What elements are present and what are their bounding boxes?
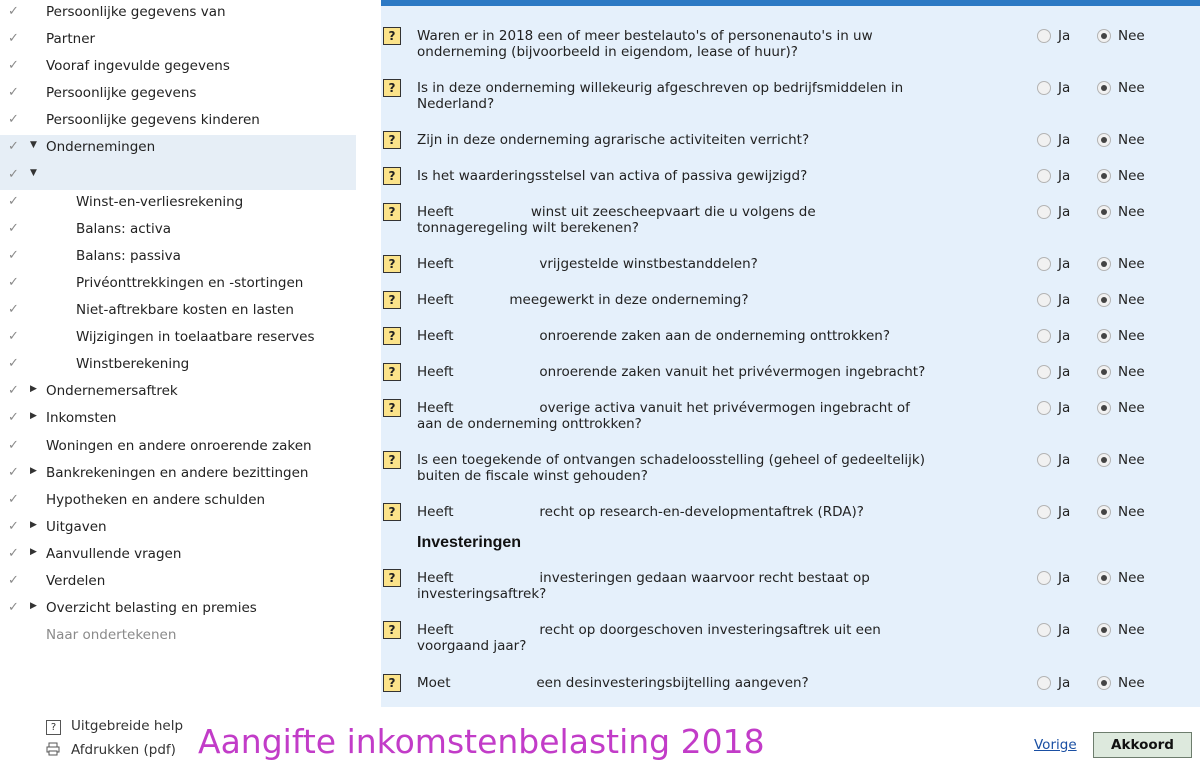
checkmark-icon: ✓ [8, 410, 19, 426]
question-help-icon[interactable]: ? [383, 674, 401, 692]
checkmark-icon: ✓ [8, 4, 19, 19]
question-text-line: Heeft winst uit zeescheepvaart die u volgens de [417, 204, 816, 220]
question-text-line: voorgaand jaar? [417, 638, 527, 654]
question-help-icon[interactable]: ? [383, 27, 401, 45]
radio-ja[interactable] [1037, 29, 1051, 43]
sidebar-item-label: Persoonlijke gegevens van [46, 4, 226, 20]
sidebar-nav [0, 0, 356, 650]
question-text-line: Is in deze onderneming willekeurig afgeschreven op bedrijfsmiddelen in [417, 80, 904, 96]
radio-ja-label[interactable]: Ja [1058, 622, 1071, 638]
question-text [417, 364, 977, 380]
checkmark-icon: ✓ [8, 383, 19, 399]
caret-down-icon[interactable]: ▼ [30, 140, 37, 151]
checkmark-icon: ✓ [8, 545, 19, 561]
question-text [417, 570, 977, 602]
watermark-title: Aangifte inkomstenbelasting 2018 [198, 722, 765, 761]
sidebar-item[interactable] [0, 352, 356, 379]
radio-ja-label[interactable]: Ja [1058, 364, 1071, 380]
caret-right-icon[interactable]: ▶ [30, 384, 37, 395]
caret-right-icon[interactable]: ▶ [30, 519, 37, 530]
question-text-line: Zijn in deze onderneming agrarische activiteiten verricht? [417, 132, 810, 148]
question-text [417, 675, 977, 691]
checkmark-icon: ✓ [8, 274, 19, 290]
sidebar-item[interactable] [0, 54, 356, 81]
question-text [417, 168, 977, 184]
checkmark-icon: ✓ [8, 166, 19, 182]
caret-down-icon[interactable]: ▼ [30, 167, 37, 178]
question-help-icon[interactable]: ? [383, 399, 401, 417]
question-help-icon[interactable]: ? [383, 255, 401, 273]
radio-nee-label[interactable]: Nee [1118, 400, 1145, 416]
sidebar-item[interactable] [0, 190, 356, 217]
question-text-line: Is een toegekende of ontvangen schadeloosstelling (geheel of gedeeltelijk) [417, 452, 925, 468]
sidebar-item-label: Ondernemingen [46, 139, 156, 156]
radio-ja[interactable] [1037, 505, 1051, 519]
radio-nee-label[interactable]: Nee [1118, 168, 1145, 184]
caret-right-icon[interactable]: ▶ [30, 546, 37, 557]
question-text-line: Heeft vrijgestelde winstbestanddelen? [417, 256, 758, 272]
radio-ja-label[interactable]: Ja [1058, 328, 1071, 344]
question-help-icon[interactable]: ? [383, 451, 401, 469]
sidebar-item-label: Persoonlijke gegevens [46, 85, 197, 102]
question-text-line: Is het waarderingsstelsel van activa of passiva gewijzigd? [417, 168, 808, 184]
question-text [417, 452, 977, 484]
sidebar-item-label: Privéonttrekkingen en -stortingen [76, 274, 304, 291]
radio-nee[interactable] [1097, 205, 1111, 219]
sidebar-item-label: Wijzigingen in toelaatbare reserves [76, 329, 315, 346]
sidebar-item[interactable] [0, 27, 356, 54]
radio-nee[interactable] [1097, 169, 1111, 183]
question-help-icon[interactable]: ? [383, 167, 401, 185]
radio-ja[interactable] [1037, 676, 1051, 690]
radio-ja[interactable] [1037, 571, 1051, 585]
sidebar-item[interactable] [0, 244, 356, 271]
question-text-line: Heeft meegewerkt in deze onderneming? [417, 292, 749, 308]
question-text-line: Moet een desinvesteringsbijtelling aangeven? [417, 675, 809, 691]
question-text [417, 256, 977, 272]
question-help-icon[interactable]: ? [383, 131, 401, 149]
question-text-line: Waren er in 2018 een of meer bestelauto's of personenauto's in uw [417, 28, 873, 44]
question-text-line: onderneming (bijvoorbeeld in eigendom, lease of huur)? [417, 44, 798, 60]
sidebar-item-label: Naar ondertekenen [46, 627, 177, 644]
sidebar-item-label: Winst-en-verliesrekening [76, 193, 244, 210]
question-text-line: Nederland? [417, 96, 495, 112]
radio-ja[interactable] [1037, 401, 1051, 415]
sidebar-item-label: Bankrekeningen en andere bezittingen [46, 464, 309, 481]
question-text-line: investeringsaftrek? [417, 586, 547, 602]
radio-nee[interactable] [1097, 293, 1111, 307]
checkmark-icon: ✓ [8, 193, 19, 209]
radio-ja[interactable] [1037, 365, 1051, 379]
question-help-icon[interactable]: ? [383, 569, 401, 587]
radio-nee-label[interactable]: Nee [1118, 622, 1145, 638]
radio-ja-label[interactable]: Ja [1058, 204, 1071, 220]
question-text-line: Heeft onroerende zaken vanuit het privévermogen ingebracht? [417, 364, 926, 380]
radio-ja-label[interactable]: Ja [1058, 256, 1071, 272]
sidebar-item[interactable] [0, 81, 356, 108]
sidebar-item[interactable] [0, 271, 356, 298]
question-text-line: Heeft recht op doorgeschoven investeringsaftrek uit een [417, 622, 881, 638]
sidebar-item[interactable] [0, 488, 356, 515]
checkmark-icon: ✓ [8, 518, 19, 534]
help-link-label: Uitgebreide help [71, 718, 184, 734]
print-link-label: Afdrukken (pdf) [71, 742, 176, 758]
checkmark-icon: ✓ [8, 437, 19, 453]
section-heading-investeringen: Investeringen [417, 534, 522, 551]
caret-right-icon[interactable]: ▶ [30, 411, 37, 422]
sidebar-item[interactable] [0, 596, 356, 623]
help-question-icon: ? [46, 718, 61, 735]
radio-ja[interactable] [1037, 133, 1051, 147]
radio-nee[interactable] [1097, 401, 1111, 415]
question-text-line: Heeft recht op research-en-developmentaftrek (RDA)? [417, 504, 864, 520]
radio-nee-label[interactable]: Nee [1118, 132, 1145, 148]
checkmark-icon: ✓ [8, 58, 19, 74]
question-help-icon[interactable]: ? [383, 503, 401, 521]
sidebar-item-label: Persoonlijke gegevens kinderen [46, 112, 260, 129]
radio-ja-label[interactable]: Ja [1058, 504, 1071, 520]
radio-nee[interactable] [1097, 29, 1111, 43]
checkmark-icon: ✓ [8, 302, 19, 318]
sidebar-item-label: Winstberekening [76, 356, 190, 373]
radio-nee-label[interactable]: Nee [1118, 28, 1145, 44]
radio-ja-label[interactable]: Ja [1058, 132, 1071, 148]
radio-nee[interactable] [1097, 257, 1111, 271]
question-help-icon[interactable]: ? [383, 327, 401, 345]
radio-nee-label[interactable]: Nee [1118, 364, 1145, 380]
question-text [417, 328, 977, 344]
sidebar-item[interactable] [0, 379, 356, 406]
sidebar-item-label: Uitgaven [46, 518, 107, 535]
help-links [46, 716, 184, 764]
question-text-line: tonnageregeling wilt berekenen? [417, 220, 639, 236]
question-text [417, 400, 977, 432]
question-text [417, 132, 977, 148]
sidebar-item[interactable] [0, 217, 356, 244]
vorige-link[interactable]: Vorige [1034, 737, 1077, 753]
question-text [417, 504, 977, 520]
radio-ja[interactable] [1037, 293, 1051, 307]
radio-ja[interactable] [1037, 453, 1051, 467]
radio-nee-label[interactable]: Nee [1118, 80, 1145, 96]
question-panel [381, 0, 1200, 707]
sidebar-item-label: Inkomsten [46, 410, 117, 427]
sidebar-item[interactable] [0, 515, 356, 542]
radio-nee-label[interactable]: Nee [1118, 204, 1145, 220]
question-text [417, 292, 977, 308]
radio-ja-label[interactable]: Ja [1058, 675, 1071, 691]
checkmark-icon: ✓ [8, 85, 19, 101]
checkmark-icon: ✓ [8, 247, 19, 263]
radio-nee-label[interactable]: Nee [1118, 292, 1145, 308]
checkmark-icon: ✓ [8, 139, 19, 155]
sidebar-item-label: Woningen en andere onroerende zaken [46, 437, 312, 454]
sidebar-item-label: Overzicht belasting en premies [46, 600, 257, 617]
checkmark-icon: ✓ [8, 356, 19, 372]
sidebar-item[interactable] [0, 135, 356, 162]
radio-nee[interactable] [1097, 676, 1111, 690]
sidebar-item[interactable] [0, 0, 356, 27]
radio-nee-label[interactable]: Nee [1118, 328, 1145, 344]
radio-ja-label[interactable]: Ja [1058, 80, 1071, 96]
question-text-line: Heeft investeringen gedaan waarvoor recht bestaat op [417, 570, 870, 586]
checkmark-icon: ✓ [8, 329, 19, 345]
radio-ja-label[interactable]: Ja [1058, 28, 1071, 44]
radio-ja-label[interactable]: Ja [1058, 168, 1071, 184]
radio-ja[interactable] [1037, 257, 1051, 271]
question-text-line: aan de onderneming onttrokken? [417, 416, 642, 432]
question-text [417, 28, 977, 60]
radio-ja[interactable] [1037, 81, 1051, 95]
question-help-icon[interactable]: ? [383, 291, 401, 309]
sidebar-item[interactable] [0, 542, 356, 569]
radio-ja[interactable] [1037, 169, 1051, 183]
caret-right-icon[interactable]: ▶ [30, 601, 37, 612]
sidebar-item[interactable] [0, 461, 356, 488]
question-text [417, 80, 977, 112]
sidebar-item-label: Vooraf ingevulde gegevens [46, 58, 230, 75]
radio-nee[interactable] [1097, 571, 1111, 585]
radio-nee-label[interactable]: Nee [1118, 504, 1145, 520]
sidebar-item[interactable] [0, 434, 356, 461]
sidebar-item-label: Partner [46, 31, 96, 48]
sidebar-item-label: Verdelen [46, 572, 106, 589]
radio-ja-label[interactable]: Ja [1058, 292, 1071, 308]
sidebar-item-label: Niet-aftrekbare kosten en lasten [76, 302, 294, 319]
radio-nee-label[interactable]: Nee [1118, 256, 1145, 272]
checkmark-icon: ✓ [8, 464, 19, 480]
sidebar-item-label: Aanvullende vragen [46, 545, 182, 562]
radio-ja-label[interactable]: Ja [1058, 400, 1071, 416]
sidebar-item[interactable] [0, 163, 356, 190]
radio-nee[interactable] [1097, 329, 1111, 343]
sidebar-item[interactable] [0, 325, 356, 352]
printer-icon [46, 742, 60, 760]
sidebar-item[interactable] [0, 298, 356, 325]
help-link[interactable] [46, 716, 184, 740]
radio-nee[interactable] [1097, 81, 1111, 95]
print-link[interactable] [46, 740, 176, 764]
question-text-line: Heeft overige activa vanuit het privévermogen ingebracht of [417, 400, 910, 416]
question-text [417, 622, 977, 654]
radio-ja[interactable] [1037, 329, 1051, 343]
radio-nee[interactable] [1097, 623, 1111, 637]
question-help-icon[interactable]: ? [383, 363, 401, 381]
panel-top-bar [381, 0, 1200, 6]
question-help-icon[interactable]: ? [383, 621, 401, 639]
radio-nee-label[interactable]: Nee [1118, 570, 1145, 586]
question-help-icon[interactable]: ? [383, 79, 401, 97]
question-text [417, 204, 977, 236]
checkmark-icon: ✓ [8, 112, 19, 128]
radio-ja[interactable] [1037, 205, 1051, 219]
question-text-line: Heeft onroerende zaken aan de onderneming onttrokken? [417, 328, 891, 344]
radio-nee[interactable] [1097, 505, 1111, 519]
radio-nee-label[interactable]: Nee [1118, 452, 1145, 468]
sidebar-item-label: Balans: activa [76, 220, 171, 237]
radio-ja-label[interactable]: Ja [1058, 570, 1071, 586]
checkmark-icon: ✓ [8, 220, 19, 236]
radio-ja[interactable] [1037, 623, 1051, 637]
checkmark-icon: ✓ [8, 600, 19, 616]
radio-nee[interactable] [1097, 453, 1111, 467]
radio-nee[interactable] [1097, 133, 1111, 147]
sidebar-item[interactable] [0, 406, 356, 433]
checkmark-icon: ✓ [8, 31, 19, 47]
sidebar-item[interactable] [0, 108, 356, 135]
sidebar-item[interactable] [0, 569, 356, 596]
checkmark-icon: ✓ [8, 491, 19, 507]
question-help-icon[interactable]: ? [383, 203, 401, 221]
sidebar-item [0, 623, 356, 650]
checkmark-icon: ✓ [8, 572, 19, 588]
radio-nee-label[interactable]: Nee [1118, 675, 1145, 691]
caret-right-icon[interactable]: ▶ [30, 465, 37, 476]
sidebar-item-label: Ondernemersaftrek [46, 383, 178, 400]
akkoord-button[interactable]: Akkoord [1093, 732, 1192, 758]
sidebar-item-label: Hypotheken en andere schulden [46, 491, 266, 508]
sidebar-item-label: Balans: passiva [76, 247, 181, 264]
question-text-line: buiten de fiscale winst gehouden? [417, 468, 648, 484]
radio-ja-label[interactable]: Ja [1058, 452, 1071, 468]
radio-nee[interactable] [1097, 365, 1111, 379]
